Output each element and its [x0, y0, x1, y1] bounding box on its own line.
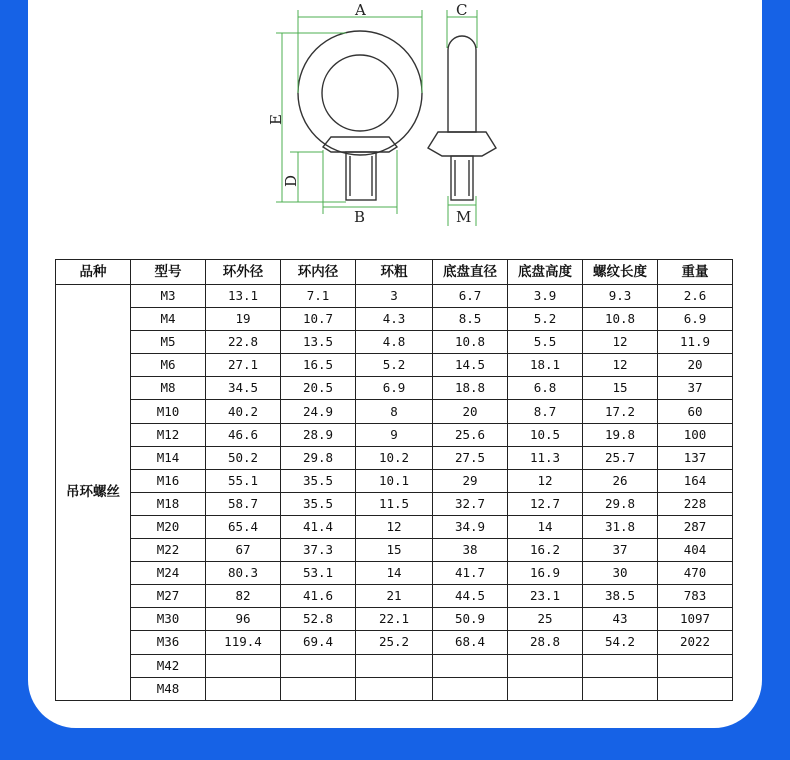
table-cell: 228	[658, 492, 733, 515]
column-header: 底盘高度	[508, 260, 583, 285]
table-cell: 100	[658, 423, 733, 446]
dimension-label-a: A	[355, 1, 366, 19]
table-cell	[658, 677, 733, 700]
table-cell: 119.4	[206, 631, 281, 654]
table-cell: 16.2	[508, 539, 583, 562]
table-cell: 41.7	[433, 562, 508, 585]
table-cell: 80.3	[206, 562, 281, 585]
model-cell: M27	[131, 585, 206, 608]
column-header: 环外径	[206, 260, 281, 285]
table-cell: 3.9	[508, 285, 583, 308]
table-cell	[206, 677, 281, 700]
column-header: 环粗	[356, 260, 433, 285]
table-cell: 22.1	[356, 608, 433, 631]
table-cell: 96	[206, 608, 281, 631]
table-cell: 69.4	[281, 631, 356, 654]
model-cell: M16	[131, 469, 206, 492]
model-cell: M6	[131, 354, 206, 377]
table-cell: 37	[658, 377, 733, 400]
table-cell: 12.7	[508, 492, 583, 515]
table-cell: 27.5	[433, 446, 508, 469]
column-header: 螺纹长度	[583, 260, 658, 285]
table-cell: 41.4	[281, 515, 356, 538]
table-row	[56, 492, 733, 515]
table-cell: 43	[583, 608, 658, 631]
table-cell: 2022	[658, 631, 733, 654]
table-cell: 18.1	[508, 354, 583, 377]
table-cell: 23.1	[508, 585, 583, 608]
table-cell: 29.8	[281, 446, 356, 469]
table-cell: 11.3	[508, 446, 583, 469]
model-cell: M42	[131, 654, 206, 677]
table-row	[56, 654, 733, 677]
table-cell: 50.2	[206, 446, 281, 469]
table-cell: 15	[356, 539, 433, 562]
model-cell: M3	[131, 285, 206, 308]
table-cell: 44.5	[433, 585, 508, 608]
category-cell: 吊环螺丝	[56, 285, 131, 701]
table-cell	[508, 677, 583, 700]
table-cell: 4.3	[356, 308, 433, 331]
table-cell: 37	[583, 539, 658, 562]
table-cell: 12	[583, 331, 658, 354]
table-cell: 287	[658, 515, 733, 538]
column-header: 环内径	[281, 260, 356, 285]
table-row	[56, 354, 733, 377]
model-cell: M22	[131, 539, 206, 562]
table-cell: 17.2	[583, 400, 658, 423]
table-cell: 35.5	[281, 492, 356, 515]
table-cell: 20.5	[281, 377, 356, 400]
table-cell: 24.9	[281, 400, 356, 423]
table-cell: 16.5	[281, 354, 356, 377]
column-header: 底盘直径	[433, 260, 508, 285]
model-cell: M12	[131, 423, 206, 446]
model-cell: M24	[131, 562, 206, 585]
table-cell	[281, 677, 356, 700]
table-cell: 28.8	[508, 631, 583, 654]
table-cell: 58.7	[206, 492, 281, 515]
model-cell: M30	[131, 608, 206, 631]
table-row	[56, 400, 733, 423]
table-cell	[433, 677, 508, 700]
table-row	[56, 377, 733, 400]
table-cell: 10.2	[356, 446, 433, 469]
table-cell: 19	[206, 308, 281, 331]
table-cell: 50.9	[433, 608, 508, 631]
dimension-label-d: D	[282, 174, 300, 187]
table-cell: 27.1	[206, 354, 281, 377]
table-cell: 164	[658, 469, 733, 492]
model-cell: M10	[131, 400, 206, 423]
table-row	[56, 631, 733, 654]
spec-table	[55, 259, 733, 701]
table-cell	[433, 654, 508, 677]
table-cell: 37.3	[281, 539, 356, 562]
table-cell: 14	[508, 515, 583, 538]
model-cell: M8	[131, 377, 206, 400]
model-cell: M48	[131, 677, 206, 700]
table-cell: 10.1	[356, 469, 433, 492]
table-cell	[356, 654, 433, 677]
table-cell: 6.8	[508, 377, 583, 400]
table-cell: 3	[356, 285, 433, 308]
table-cell: 46.6	[206, 423, 281, 446]
table-cell: 8.5	[433, 308, 508, 331]
table-row	[56, 423, 733, 446]
table-row	[56, 585, 733, 608]
table-cell	[658, 654, 733, 677]
table-row	[56, 515, 733, 538]
table-cell: 9	[356, 423, 433, 446]
model-cell: M4	[131, 308, 206, 331]
table-cell: 4.8	[356, 331, 433, 354]
table-row	[56, 562, 733, 585]
table-cell: 25.6	[433, 423, 508, 446]
table-cell: 25	[508, 608, 583, 631]
table-cell: 30	[583, 562, 658, 585]
table-cell	[356, 677, 433, 700]
table-cell: 12	[356, 515, 433, 538]
table-cell: 53.1	[281, 562, 356, 585]
table-cell: 11.5	[356, 492, 433, 515]
table-cell	[508, 654, 583, 677]
table-cell: 6.9	[658, 308, 733, 331]
table-cell: 68.4	[433, 631, 508, 654]
table-row	[56, 285, 733, 308]
dimension-label-m: M	[456, 208, 472, 226]
model-cell: M5	[131, 331, 206, 354]
dimension-label-e: E	[267, 114, 285, 125]
table-cell: 14	[356, 562, 433, 585]
table-cell: 7.1	[281, 285, 356, 308]
table-cell: 20	[658, 354, 733, 377]
table-cell: 13.1	[206, 285, 281, 308]
table-cell: 18.8	[433, 377, 508, 400]
table-cell: 470	[658, 562, 733, 585]
table-cell: 65.4	[206, 515, 281, 538]
table-cell: 6.7	[433, 285, 508, 308]
model-cell: M18	[131, 492, 206, 515]
table-cell: 20	[433, 400, 508, 423]
table-cell: 10.5	[508, 423, 583, 446]
model-cell: M14	[131, 446, 206, 469]
table-row	[56, 446, 733, 469]
table-cell: 40.2	[206, 400, 281, 423]
table-body	[56, 285, 733, 701]
table-cell: 25.2	[356, 631, 433, 654]
table-cell: 10.7	[281, 308, 356, 331]
table-cell: 11.9	[658, 331, 733, 354]
table-cell: 31.8	[583, 515, 658, 538]
table-row	[56, 469, 733, 492]
table-cell: 10.8	[433, 331, 508, 354]
dimension-label-c: C	[456, 1, 468, 19]
table-cell: 29.8	[583, 492, 658, 515]
dimension-label-b: B	[354, 208, 366, 226]
table-cell	[583, 654, 658, 677]
table-cell: 52.8	[281, 608, 356, 631]
table-cell: 137	[658, 446, 733, 469]
table-cell: 34.9	[433, 515, 508, 538]
table-row	[56, 608, 733, 631]
table-cell: 19.8	[583, 423, 658, 446]
table-cell: 12	[508, 469, 583, 492]
column-header: 型号	[131, 260, 206, 285]
table-cell: 82	[206, 585, 281, 608]
table-cell: 41.6	[281, 585, 356, 608]
table-cell: 404	[658, 539, 733, 562]
table-cell: 38	[433, 539, 508, 562]
table-cell: 9.3	[583, 285, 658, 308]
table-cell: 12	[583, 354, 658, 377]
table-cell	[583, 677, 658, 700]
table-cell: 783	[658, 585, 733, 608]
table-cell: 67	[206, 539, 281, 562]
table-cell: 38.5	[583, 585, 658, 608]
column-header: 品种	[56, 260, 131, 285]
table-cell: 13.5	[281, 331, 356, 354]
table-cell: 8.7	[508, 400, 583, 423]
table-cell: 25.7	[583, 446, 658, 469]
table-cell: 5.5	[508, 331, 583, 354]
table-cell: 6.9	[356, 377, 433, 400]
table-cell: 15	[583, 377, 658, 400]
table-header-row	[56, 260, 733, 285]
eye-bolt-dimension-drawing	[0, 0, 790, 250]
table-cell: 28.9	[281, 423, 356, 446]
table-cell	[206, 654, 281, 677]
table-cell: 54.2	[583, 631, 658, 654]
table-cell	[281, 654, 356, 677]
model-cell: M20	[131, 515, 206, 538]
table-row	[56, 308, 733, 331]
column-header: 重量	[658, 260, 733, 285]
table-cell: 34.5	[206, 377, 281, 400]
table-cell: 10.8	[583, 308, 658, 331]
table-cell: 5.2	[356, 354, 433, 377]
table-cell: 2.6	[658, 285, 733, 308]
table-row	[56, 539, 733, 562]
table-cell: 21	[356, 585, 433, 608]
table-cell: 14.5	[433, 354, 508, 377]
table-row	[56, 331, 733, 354]
table-cell: 26	[583, 469, 658, 492]
table-cell: 32.7	[433, 492, 508, 515]
table-cell: 16.9	[508, 562, 583, 585]
table-cell: 55.1	[206, 469, 281, 492]
table-row	[56, 677, 733, 700]
model-cell: M36	[131, 631, 206, 654]
table-cell: 60	[658, 400, 733, 423]
table-cell: 35.5	[281, 469, 356, 492]
table-cell: 8	[356, 400, 433, 423]
table-cell: 22.8	[206, 331, 281, 354]
table-cell: 5.2	[508, 308, 583, 331]
table-cell: 29	[433, 469, 508, 492]
table-cell: 1097	[658, 608, 733, 631]
